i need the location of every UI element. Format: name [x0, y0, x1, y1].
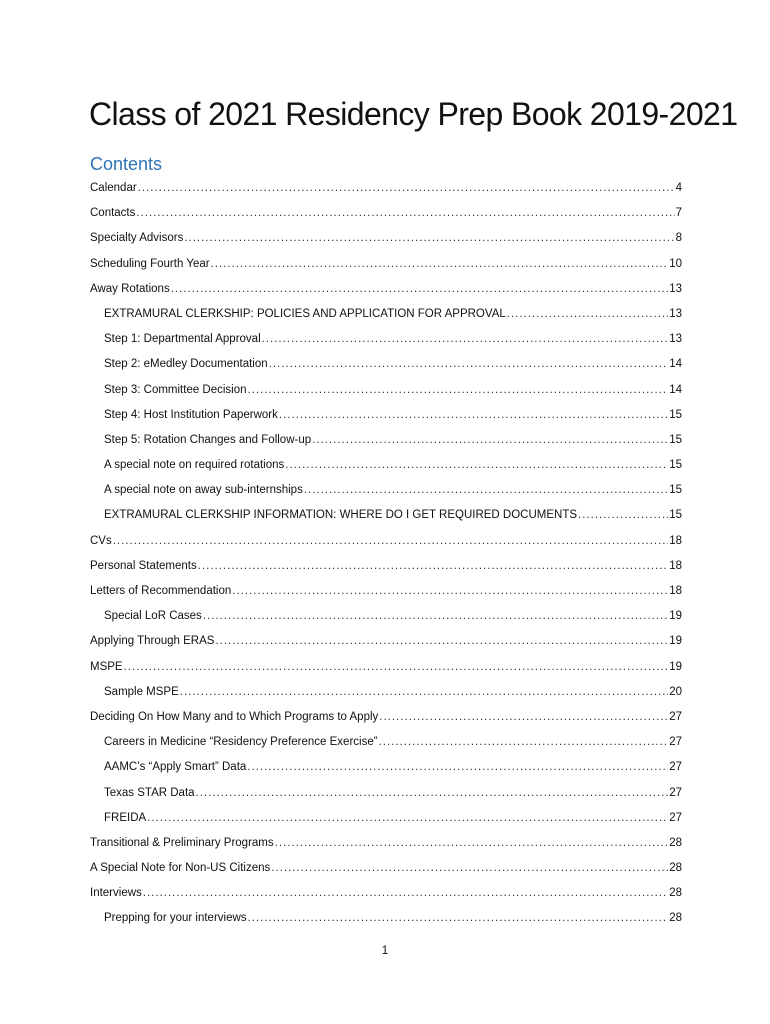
toc-dot-leader	[203, 604, 668, 629]
toc-dot-leader	[180, 680, 668, 705]
toc-entry[interactable]	[90, 604, 682, 629]
toc-dot-leader	[184, 226, 674, 251]
toc-entry[interactable]	[90, 755, 682, 780]
toc-dot-leader	[285, 453, 668, 478]
toc-entry-page-number: 8	[675, 232, 682, 245]
toc-entry-label: Careers in Medicine “Residency Preference Exercise”	[104, 736, 378, 749]
toc-entry[interactable]	[90, 856, 682, 881]
toc-entry-label: Step 3: Committee Decision	[104, 383, 247, 396]
toc-entry-page-number: 19	[669, 610, 682, 623]
toc-entry-page-number: 28	[669, 836, 682, 849]
toc-entry[interactable]	[90, 579, 682, 604]
toc-dot-leader	[171, 277, 669, 302]
toc-entry-page-number: 27	[669, 736, 682, 749]
toc-entry[interactable]	[90, 655, 682, 680]
toc-dot-leader	[304, 478, 668, 503]
toc-entry-label: Specialty Advisors	[90, 232, 184, 245]
toc-entry[interactable]	[90, 906, 682, 931]
toc-entry-label: Letters of Recommendation	[90, 585, 232, 597]
toc-entry-page-number: 15	[669, 433, 682, 446]
toc-entry-page-number: 27	[669, 811, 682, 824]
toc-entry-page-number: 27	[669, 710, 682, 723]
toc-entry-page-number: 18	[669, 585, 682, 597]
toc-dot-leader	[269, 352, 669, 377]
toc-entry-label: FREIDA	[104, 811, 147, 824]
toc-entry-label: A Special Note for Non-US Citizens	[90, 862, 271, 875]
toc-dot-leader	[138, 176, 675, 201]
toc-entry-label: Step 1: Departmental Approval	[104, 333, 261, 346]
toc-entry[interactable]	[90, 378, 682, 403]
toc-dot-leader	[279, 403, 668, 428]
toc-dot-leader	[198, 554, 668, 579]
toc-entry-page-number: 14	[669, 358, 682, 371]
toc-entry-page-number: 13	[669, 333, 682, 346]
toc-dot-leader	[248, 378, 669, 403]
toc-entry-label: A special note on required rotations	[104, 459, 285, 472]
toc-entry[interactable]	[90, 629, 682, 654]
toc-entry-label: CVs	[90, 534, 112, 547]
toc-entry[interactable]	[90, 277, 682, 302]
toc-entry-label: Deciding On How Many and to Which Programs to Apply	[90, 710, 379, 723]
table-of-contents	[90, 176, 682, 932]
toc-entry-label: Scheduling Fourth Year	[90, 257, 210, 270]
toc-dot-leader	[271, 856, 668, 881]
toc-dot-leader	[136, 201, 674, 226]
toc-entry[interactable]	[90, 352, 682, 377]
toc-entry-label: Sample MSPE	[104, 685, 179, 698]
toc-entry[interactable]	[90, 327, 682, 352]
toc-entry[interactable]	[90, 781, 682, 806]
toc-entry-label: Contacts	[90, 207, 136, 220]
toc-dot-leader	[147, 806, 668, 831]
toc-dot-leader	[379, 730, 669, 755]
toc-dot-leader	[248, 906, 669, 931]
toc-entry[interactable]	[90, 478, 682, 503]
toc-entry-page-number: 20	[669, 685, 682, 698]
toc-entry-page-number: 15	[669, 509, 682, 522]
toc-entry[interactable]	[90, 881, 682, 906]
toc-entry[interactable]	[90, 302, 682, 327]
toc-entry[interactable]	[90, 403, 682, 428]
toc-entry-label: EXTRAMURAL CLERKSHIP: POLICIES AND APPLICATION FOR APPROVAL	[104, 307, 506, 320]
toc-dot-leader	[113, 529, 668, 554]
contents-heading: Contents	[90, 154, 163, 174]
toc-entry[interactable]	[90, 806, 682, 831]
toc-entry-page-number: 4	[675, 182, 682, 194]
toc-entry[interactable]	[90, 201, 682, 226]
toc-entry-page-number: 13	[669, 282, 682, 295]
toc-dot-leader	[196, 781, 669, 806]
toc-entry-page-number: 19	[669, 635, 682, 648]
toc-entry-page-number: 18	[669, 534, 682, 547]
toc-entry[interactable]	[90, 680, 682, 705]
toc-entry-label: Texas STAR Data	[104, 786, 195, 799]
toc-entry-label: EXTRAMURAL CLERKSHIP INFORMATION: WHERE DO I GET REQUIRED DOCUMENTS	[104, 509, 578, 522]
toc-entry[interactable]	[90, 831, 682, 856]
toc-dot-leader	[507, 302, 668, 327]
toc-entry-label: Special LoR Cases	[104, 610, 202, 623]
toc-entry[interactable]	[90, 705, 682, 730]
toc-entry-label: Transitional & Preliminary Programs	[90, 836, 274, 849]
toc-entry-page-number: 19	[669, 660, 682, 673]
toc-entry[interactable]	[90, 730, 682, 755]
toc-entry-label: A special note on away sub-internships	[104, 484, 303, 497]
toc-entry-label: Prepping for your interviews	[104, 912, 247, 925]
toc-dot-leader	[262, 327, 669, 352]
toc-entry-label: Step 5: Rotation Changes and Follow-up	[104, 433, 312, 446]
toc-dot-leader	[124, 655, 669, 680]
toc-dot-leader	[232, 579, 668, 604]
toc-entry-label: Applying Through ERAS	[90, 635, 215, 648]
toc-entry-page-number: 28	[669, 862, 682, 875]
toc-entry-page-number: 10	[669, 257, 682, 270]
toc-entry-label: MSPE	[90, 660, 123, 673]
page-number: 1	[381, 943, 389, 957]
toc-entry[interactable]	[90, 554, 682, 579]
toc-entry-label: Personal Statements	[90, 559, 197, 572]
toc-entry[interactable]	[90, 226, 682, 251]
toc-entry-label: Interviews	[90, 887, 142, 900]
toc-entry-page-number: 7	[675, 207, 682, 220]
toc-entry-page-number: 15	[669, 484, 682, 497]
toc-entry-label: Step 2: eMedley Documentation	[104, 358, 268, 371]
toc-dot-leader	[211, 252, 669, 277]
toc-dot-leader	[275, 831, 669, 856]
toc-dot-leader	[578, 503, 668, 528]
document-title: Class of 2021 Residency Prep Book 2019-2021	[89, 96, 738, 132]
toc-entry-page-number: 28	[669, 912, 682, 925]
toc-dot-leader	[247, 755, 668, 780]
toc-dot-leader	[379, 705, 668, 730]
toc-entry[interactable]	[90, 503, 682, 528]
toc-entry[interactable]	[90, 176, 682, 201]
toc-dot-leader	[143, 881, 668, 906]
toc-entry-label: Calendar	[90, 182, 137, 194]
toc-entry-page-number: 15	[669, 408, 682, 421]
toc-entry-label: Step 4: Host Institution Paperwork	[104, 408, 278, 421]
toc-entry-page-number: 13	[669, 307, 682, 320]
toc-dot-leader	[312, 428, 668, 453]
toc-entry-label: Away Rotations	[90, 282, 170, 295]
toc-entry-page-number: 15	[669, 459, 682, 472]
toc-entry-page-number: 18	[669, 559, 682, 572]
toc-entry-page-number: 28	[669, 887, 682, 900]
toc-dot-leader	[215, 629, 668, 654]
toc-entry-label: AAMC’s “Apply Smart” Data	[104, 761, 247, 774]
toc-entry[interactable]	[90, 252, 682, 277]
toc-entry[interactable]	[90, 529, 682, 554]
toc-entry-page-number: 14	[669, 383, 682, 396]
toc-entry[interactable]	[90, 453, 682, 478]
toc-entry-page-number: 27	[669, 786, 682, 799]
toc-entry[interactable]	[90, 428, 682, 453]
toc-entry-page-number: 27	[669, 761, 682, 774]
